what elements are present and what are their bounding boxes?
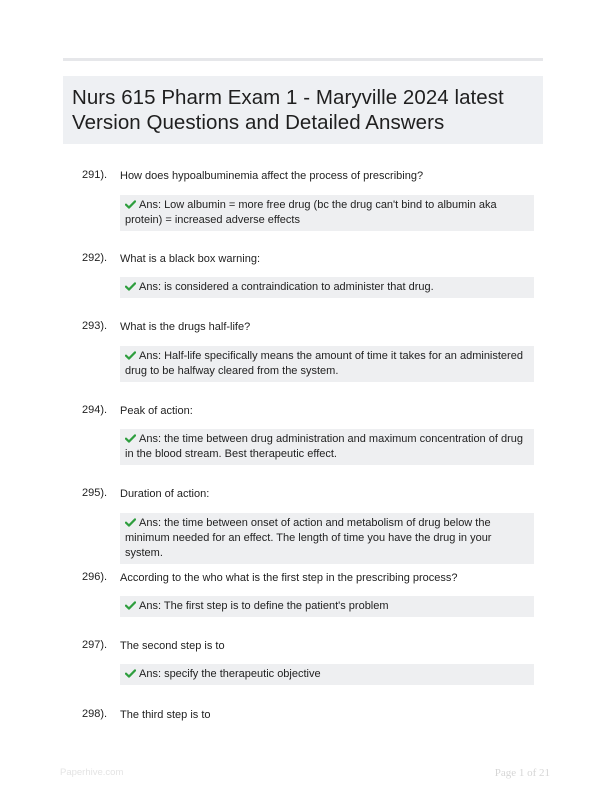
check-icon bbox=[125, 601, 136, 610]
question-number: 292). bbox=[82, 252, 108, 264]
question-number: 296). bbox=[82, 571, 108, 583]
question-text: The third step is to bbox=[120, 709, 211, 721]
answer-box bbox=[120, 664, 534, 685]
page-number: Page 1 of 21 bbox=[494, 767, 550, 779]
answer-box bbox=[120, 429, 534, 465]
answer-box bbox=[120, 195, 534, 231]
answer-text: Ans: specify the therapeutic objective bbox=[139, 668, 321, 680]
question-number: 297). bbox=[82, 639, 108, 651]
top-divider bbox=[63, 58, 543, 61]
check-icon bbox=[125, 518, 136, 527]
question-text: How does hypoalbuminemia affect the process of prescribing? bbox=[120, 170, 424, 182]
answer-text: Ans: The first step is to define the patient's problem bbox=[139, 600, 389, 612]
question-number: 293). bbox=[82, 320, 108, 332]
answer-box bbox=[120, 277, 534, 298]
question-text: According to the who what is the first step in the prescribing process? bbox=[120, 572, 458, 584]
question-number: 298). bbox=[82, 708, 108, 720]
page-title: Nurs 615 Pharm Exam 1 - Maryville 2024 latest Version Questions and Detailed Answers bbox=[72, 86, 504, 134]
check-icon bbox=[125, 669, 136, 678]
answer-text: Ans: the time between drug administration and maximum concentration of drug in the blood stream. Best therapeutic effect. bbox=[125, 433, 523, 460]
check-icon bbox=[125, 434, 136, 443]
footer-watermark: Paperhive.com bbox=[60, 767, 124, 778]
question-text: What is the drugs half-life? bbox=[120, 321, 251, 333]
check-icon bbox=[125, 200, 136, 209]
answer-text: Ans: Half-life specifically means the amount of time it takes for an administered drug to be halfway cleared from the system. bbox=[125, 350, 523, 377]
question-number: 294). bbox=[82, 404, 108, 416]
answer-box bbox=[120, 513, 534, 564]
question-number: 295). bbox=[82, 487, 108, 499]
answer-box bbox=[120, 596, 534, 617]
question-text: Peak of action: bbox=[120, 405, 193, 417]
answer-text: Ans: Low albumin = more free drug (bc the drug can't bind to albumin aka protein) = increased adverse effects bbox=[125, 199, 497, 226]
answer-text: Ans: the time between onset of action and metabolism of drug below the minimum needed for an effect. The length of time you have the drug in your system. bbox=[125, 517, 492, 559]
check-icon bbox=[125, 282, 136, 291]
question-number: 291). bbox=[82, 169, 108, 181]
check-icon bbox=[125, 351, 136, 360]
question-text: Duration of action: bbox=[120, 488, 210, 500]
answer-text: Ans: is considered a contraindication to administer that drug. bbox=[139, 281, 434, 293]
answer-box bbox=[120, 346, 534, 382]
question-text: What is a black box warning: bbox=[120, 253, 261, 265]
title-banner bbox=[63, 76, 543, 144]
question-text: The second step is to bbox=[120, 640, 225, 652]
